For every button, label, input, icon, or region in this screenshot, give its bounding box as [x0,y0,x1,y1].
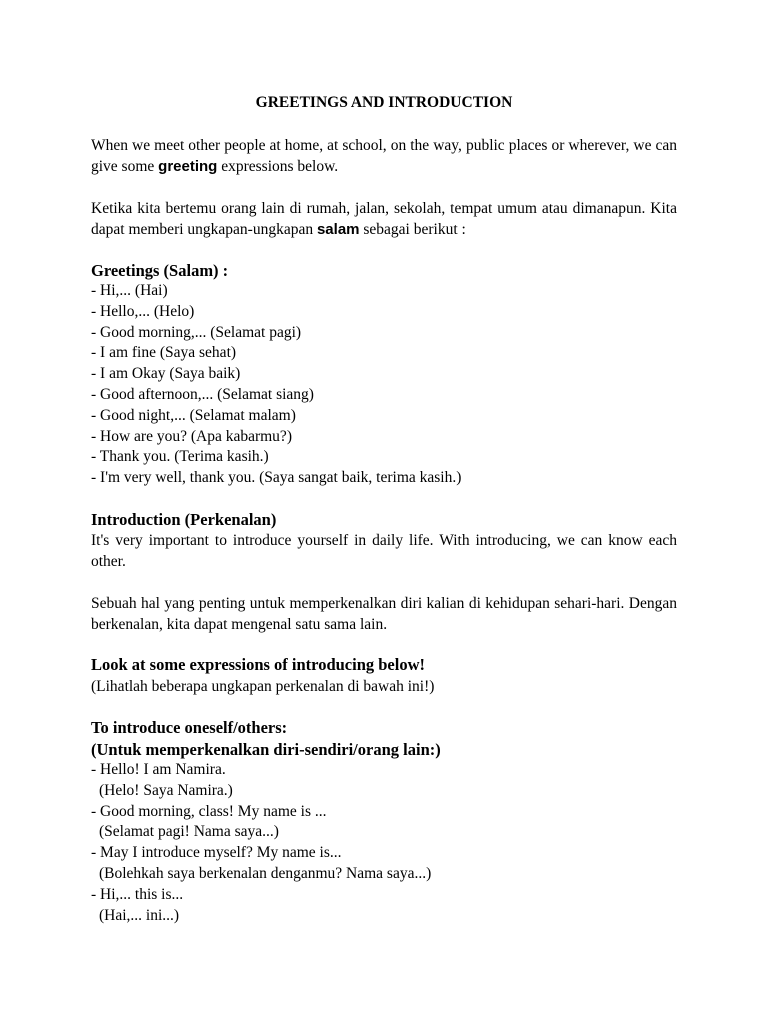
introduce-item: - Hi,... this is... [91,885,184,903]
intro-paragraph-indonesian [91,198,677,240]
greeting-item: - Hello,... (Helo) [91,302,195,320]
greeting-item: - Good afternoon,... (Selamat siang) [91,385,314,403]
intro-indonesian-text-before: Ketika kita bertemu orang lain di rumah, jalan, sekolah, tempat umum atau dimanapun. Kita dapat memberi ungkapan-ungkapan [91,200,677,238]
greeting-item: - How are you? (Apa kabarmu?) [91,427,292,445]
intro-english-keyword: greeting [158,158,218,175]
introduce-item-translation: (Hai,... ini...) [99,906,180,924]
greeting-item: - I am fine (Saya sehat) [91,344,237,362]
introduction-paragraph-indonesian: Sebuah hal yang penting untuk memperkenalkan diri kalian di kehidupan sehari-hari. Dengan berkenalan, kita dapat mengenal satu sama lain. [91,595,677,633]
greeting-item: - Hi,... (Hai) [91,282,168,299]
introduction-heading: Introduction (Perkenalan) [91,510,277,529]
introduce-heading-english: To introduce oneself/others: [91,718,288,737]
document-title: GREETINGS AND INTRODUCTION [255,94,513,111]
greeting-item: - Thank you. (Terima kasih.) [91,448,269,466]
intro-indonesian-text-after: sebagai berikut : [359,221,466,238]
introduce-item: - May I introduce myself? My name is... [91,844,342,862]
greeting-item: - Good morning,... (Selamat pagi) [91,323,302,341]
look-subtitle: (Lihatlah beberapa ungkapan perkenalan di bawah ini!) [91,678,435,695]
introduce-item: - Hello! I am Namira. [91,761,226,778]
intro-paragraph-english [91,135,677,177]
introduce-heading-indonesian: (Untuk memperkenalkan diri-sendiri/orang lain:) [91,740,441,759]
intro-indonesian-keyword: salam [316,221,360,238]
introduce-item-translation: (Helo! Saya Namira.) [99,781,233,799]
look-heading: Look at some expressions of introducing below! [91,655,425,674]
introduce-item: - Good morning, class! My name is ... [91,802,327,820]
introduction-paragraph-english: It's very important to introduce yourself in daily life. With introducing, we can know each other. [91,532,677,570]
introduce-list [91,760,691,926]
intro-english-text-after: expressions below. [217,158,339,175]
greetings-list [91,281,691,489]
greeting-item: - I am Okay (Saya baik) [91,365,241,383]
greetings-heading: Greetings (Salam) : [91,261,229,280]
greeting-item: - Good night,... (Selamat malam) [91,406,296,424]
greeting-item: - I'm very well, thank you. (Saya sangat baik, terima kasih.) [91,469,462,487]
introduce-item-translation: (Bolehkah saya berkenalan denganmu? Nama saya...) [99,864,432,882]
intro-english-text-before: When we meet other people at home, at school, on the way, public places or wherever, we can give some [91,137,677,175]
introduce-item-translation: (Selamat pagi! Nama saya...) [99,823,279,841]
